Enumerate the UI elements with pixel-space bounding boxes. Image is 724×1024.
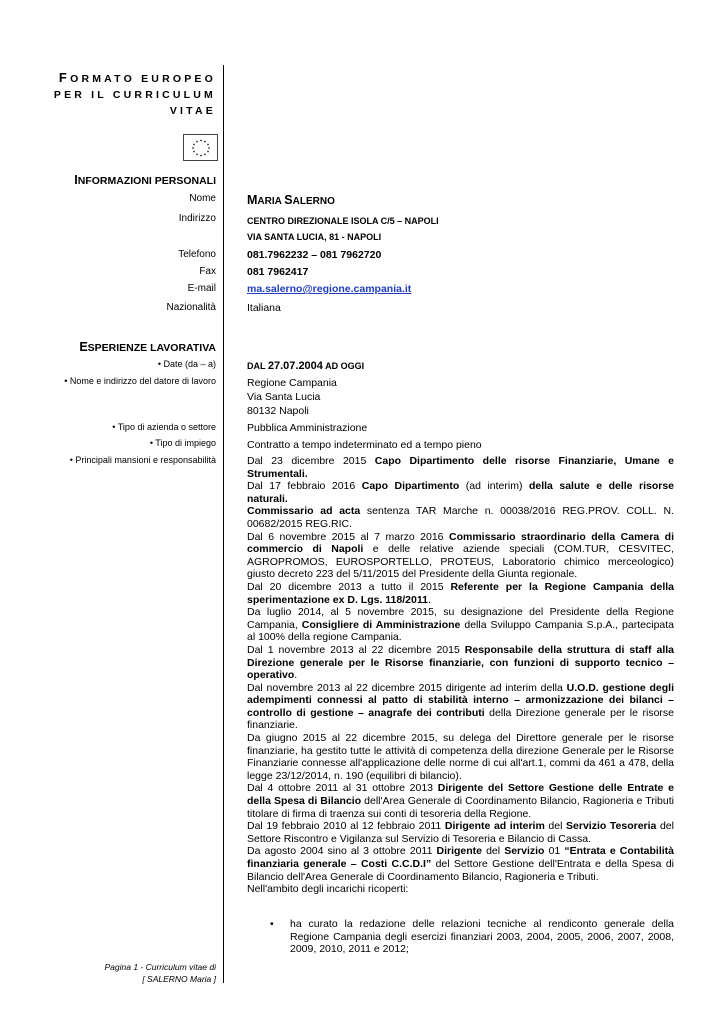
label-fax: Fax	[199, 266, 216, 277]
label-dates: • Date (da – a)	[157, 359, 216, 369]
duty-paragraph: Nell'ambito degli incarichi ricoperti:	[247, 883, 409, 896]
duty-paragraph: Dal novembre 2013 al 22 dicembre 2015 dirigente ad interim della U.O.D. gestione degli adempimenti connessi al patto di stabilità interno – armonizzazione dei bilanci – controllo di gestione – anagrafe dei contributi della Direzione generale per le risorse finanziarie.	[247, 681, 674, 732]
column-divider	[223, 65, 224, 983]
label-job-type: • Tipo di impiego	[149, 438, 216, 448]
duty-paragraph: Dal 20 dicembre 2013 a tutto il 2015 Referente per la Regione Campania della sperimentazione ex D. Lgs. 118/2011.	[247, 580, 674, 606]
value-fax: 081 7962417	[247, 266, 309, 278]
duty-paragraph: Dal 19 febbraio 2010 al 12 febbraio 2011 Dirigente ad interim del Servizio Tesoreria del Settore Riscontro e Vigilanza sul Servizio di Tesoreria e Bilancio di Cassa.	[247, 820, 674, 845]
duty-paragraph: Da agosto 2004 sino al 3 ottobre 2011 Dirigente del Servizio 01 “Entrata e Contabilità finanziaria generale – Costi C.C.D.I” del Settore Gestione dell'Entrata e della Spesa di Bilancio dell'Area Generale di Coordinamento Bilancio, Ragioneria e Tributi.	[247, 845, 675, 883]
page-footer: Pagina 1 - Curriculum vitae di [ SALERNO Maria ]	[104, 962, 216, 984]
value-name: MARIA SALERNO	[247, 193, 335, 207]
label-email: E-mail	[187, 283, 216, 294]
value-nationality: Italiana	[247, 302, 281, 314]
document-title: FORMATO EUROPEO PER IL CURRICULUM VITAE	[53, 70, 216, 117]
value-email	[247, 283, 411, 296]
duty-paragraph: Dal 17 febbraio 2016 Capo Dipartimento (ad interim) della salute e delle risorse naturali.	[247, 480, 675, 505]
section-heading-experience: ESPERIENZE LAVORATIVA	[79, 340, 216, 354]
label-address: Indirizzo	[178, 213, 216, 224]
label-duties: • Principali mansioni e responsabilità	[69, 455, 216, 465]
section-heading-personal: INFORMAZIONI PERSONALI	[74, 173, 216, 187]
label-name: Nome	[189, 193, 216, 204]
value-employer: Regione Campania Via Santa Lucia 80132 Napoli	[247, 377, 337, 417]
duty-paragraph: Dal 6 novembre 2015 al 7 marzo 2016 Commissario straordinario della Camera di commercio di Napoli e delle relative aziende speciali (COM.TUR, CESVITEC, AGROPROMOS, EUROSPORTELLO, PROTEUS, Laboratorio chimico merceologico) giusto decreto 223 del 5/11/2015 del Presidente della Giunta regionale.	[247, 530, 674, 581]
value-address: CENTRO DIREZIONALE ISOLA C/5 – NAPOLI VIA SANTA LUCIA, 81 - NAPOLI	[247, 216, 439, 242]
duty-paragraph: Dal 4 ottobre 2011 al 31 ottobre 2013 Dirigente del Settore Gestione delle Entrate e della Spesa di Bilancio dell'Area Generale di Coordinamento Bilancio, Ragioneria e Tributi titolare di firma di traenza sui conti di tesoreria della Regione.	[247, 782, 674, 820]
duty-paragraph: Da giugno 2015 al 22 dicembre 2015, su delega del Direttore generale per le risorse finanziarie, ha gestito tutte le attività di competenza della direzione Generale per le Risorse Finanziarie connesse all'applicazione delle norme di cui all'art.1, commi da 461 a 478, della legge 23/12/2014, n. 190 (equilibri di bilancio).	[247, 732, 674, 782]
label-sector: • Tipo di azienda o settore	[112, 422, 216, 432]
duties-text	[247, 455, 674, 896]
duty-paragraph: Dal 23 dicembre 2015 Capo Dipartimento delle risorse Finanziarie, Umane e Strumentali.	[247, 455, 674, 480]
label-phone: Telefono	[178, 249, 216, 260]
value-sector: Pubblica Amministrazione	[247, 422, 368, 434]
label-nationality: Nazionalità	[166, 302, 216, 313]
label-employer: • Nome e indirizzo del datore di lavoro	[64, 376, 216, 386]
value-phone: 081.7962232 – 081 7962720	[247, 249, 382, 261]
duty-paragraph: Da luglio 2014, al 5 novembre 2015, su designazione del Presidente della Regione Campania, Consigliere di Amministrazione della Sviluppo Campania S.p.A., partecipata al 100% della regione Campania.	[247, 606, 675, 644]
value-job-type: Contratto a tempo indeterminato ed a tempo pieno	[247, 439, 482, 451]
email-link[interactable]: ma.salerno@regione.campania.it	[247, 283, 412, 295]
duty-paragraph: Dal 1 novembre 2013 al 22 dicembre 2015 Responsabile della struttura di staff alla Direzione generale per le Risorse finanziarie, con funzioni di supporto tecnico – operativo.	[247, 643, 674, 682]
bullet-icon: •	[270, 918, 274, 930]
value-dates: DAL 27.07.2004 AD OGGI	[247, 360, 365, 372]
duty-paragraph: Commissario ad acta sentenza TAR Marche n. 00038/2016 REG.PROV. COLL. N. 00682/2015 REG.RIC.	[247, 505, 674, 530]
eu-flag-icon	[183, 134, 218, 161]
